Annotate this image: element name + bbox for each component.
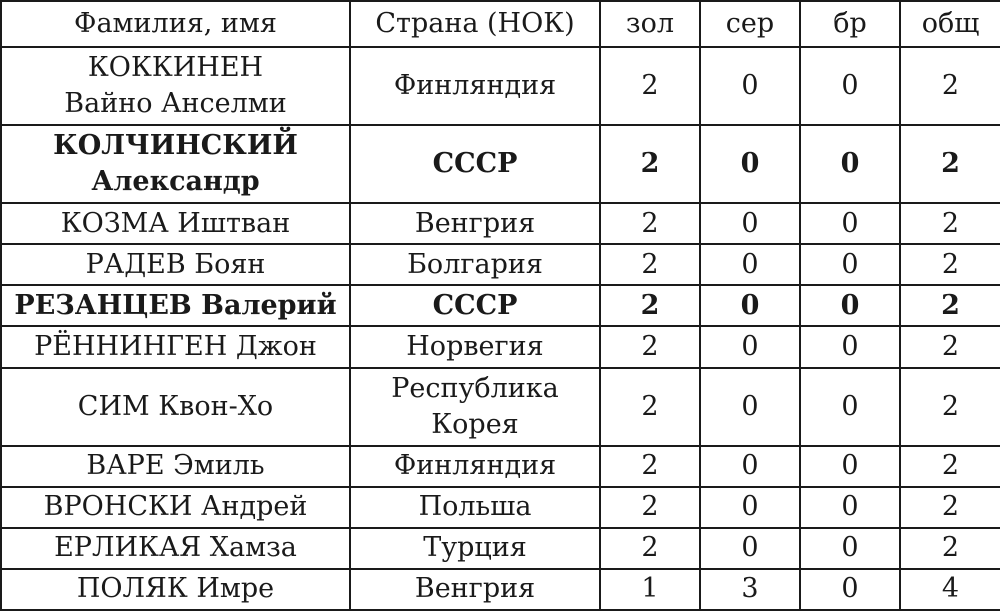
- gold-count: 2: [600, 125, 700, 203]
- bronze-count: 0: [800, 326, 900, 367]
- total-count: 2: [900, 125, 1000, 203]
- header-country: Страна (НОК): [350, 1, 600, 47]
- gold-count: 2: [600, 285, 700, 326]
- athlete-country: Венгрия: [350, 569, 600, 610]
- gold-count: 2: [600, 326, 700, 367]
- athlete-name: РЕЗАНЦЕВ Валерий: [1, 285, 350, 326]
- header-row: [1, 1, 1000, 47]
- silver-count: 0: [700, 487, 800, 528]
- silver-count: 3: [700, 569, 800, 610]
- athlete-name: РЁННИНГЕН Джон: [1, 326, 350, 367]
- silver-count: 0: [700, 368, 800, 446]
- table-row: [1, 487, 1000, 528]
- gold-count: 2: [600, 368, 700, 446]
- table-row: [1, 368, 1000, 446]
- bronze-count: 0: [800, 446, 900, 487]
- bronze-count: 0: [800, 528, 900, 569]
- athlete-country: Венгрия: [350, 203, 600, 244]
- silver-count: 0: [700, 125, 800, 203]
- silver-count: 0: [700, 446, 800, 487]
- athlete-country: Финляндия: [350, 47, 600, 125]
- athlete-country: Республика Корея: [350, 368, 600, 446]
- athlete-country: Польша: [350, 487, 600, 528]
- gold-count: 2: [600, 487, 700, 528]
- header-name: Фамилия, имя: [1, 1, 350, 47]
- total-count: 2: [900, 203, 1000, 244]
- athlete-name: ВАРЕ Эмиль: [1, 446, 350, 487]
- table-row: [1, 244, 1000, 285]
- athlete-name: ПОЛЯК Имре: [1, 569, 350, 610]
- table-row: [1, 47, 1000, 125]
- athlete-name: КОЛЧИНСКИЙ Александр: [1, 125, 350, 203]
- total-count: 2: [900, 446, 1000, 487]
- silver-count: 0: [700, 326, 800, 367]
- total-count: 4: [900, 569, 1000, 610]
- gold-count: 2: [600, 446, 700, 487]
- athlete-country: СССР: [350, 285, 600, 326]
- table-row: [1, 125, 1000, 203]
- total-count: 2: [900, 326, 1000, 367]
- athlete-name: СИМ Квон-Хо: [1, 368, 350, 446]
- total-count: 2: [900, 487, 1000, 528]
- silver-count: 0: [700, 203, 800, 244]
- athlete-country: Норвегия: [350, 326, 600, 367]
- total-count: 2: [900, 528, 1000, 569]
- bronze-count: 0: [800, 203, 900, 244]
- bronze-count: 0: [800, 285, 900, 326]
- total-count: 2: [900, 285, 1000, 326]
- gold-count: 2: [600, 244, 700, 285]
- bronze-count: 0: [800, 368, 900, 446]
- bronze-count: 0: [800, 487, 900, 528]
- bronze-count: 0: [800, 244, 900, 285]
- table-row: [1, 528, 1000, 569]
- gold-count: 2: [600, 203, 700, 244]
- header-silver: сер: [700, 1, 800, 47]
- bronze-count: 0: [800, 47, 900, 125]
- total-count: 2: [900, 244, 1000, 285]
- table-row: [1, 326, 1000, 367]
- silver-count: 0: [700, 47, 800, 125]
- athlete-name: ВРОНСКИ Андрей: [1, 487, 350, 528]
- athlete-country: Болгария: [350, 244, 600, 285]
- silver-count: 0: [700, 285, 800, 326]
- total-count: 2: [900, 368, 1000, 446]
- table-row: [1, 203, 1000, 244]
- total-count: 2: [900, 47, 1000, 125]
- table-row: [1, 446, 1000, 487]
- athlete-name: КОККИНЕН Вайно Анселми: [1, 47, 350, 125]
- header-bronze: бр: [800, 1, 900, 47]
- bronze-count: 0: [800, 125, 900, 203]
- athlete-name: ЕРЛИКАЯ Хамза: [1, 528, 350, 569]
- header-total: общ: [900, 1, 1000, 47]
- gold-count: 1: [600, 569, 700, 610]
- silver-count: 0: [700, 244, 800, 285]
- table-row: [1, 569, 1000, 610]
- athlete-name: РАДЕВ Боян: [1, 244, 350, 285]
- header-gold: зол: [600, 1, 700, 47]
- athlete-name: КОЗМА Иштван: [1, 203, 350, 244]
- bronze-count: 0: [800, 569, 900, 610]
- athlete-country: Турция: [350, 528, 600, 569]
- athlete-country: СССР: [350, 125, 600, 203]
- silver-count: 0: [700, 528, 800, 569]
- table-row: [1, 285, 1000, 326]
- gold-count: 2: [600, 528, 700, 569]
- gold-count: 2: [600, 47, 700, 125]
- athlete-country: Финляндия: [350, 446, 600, 487]
